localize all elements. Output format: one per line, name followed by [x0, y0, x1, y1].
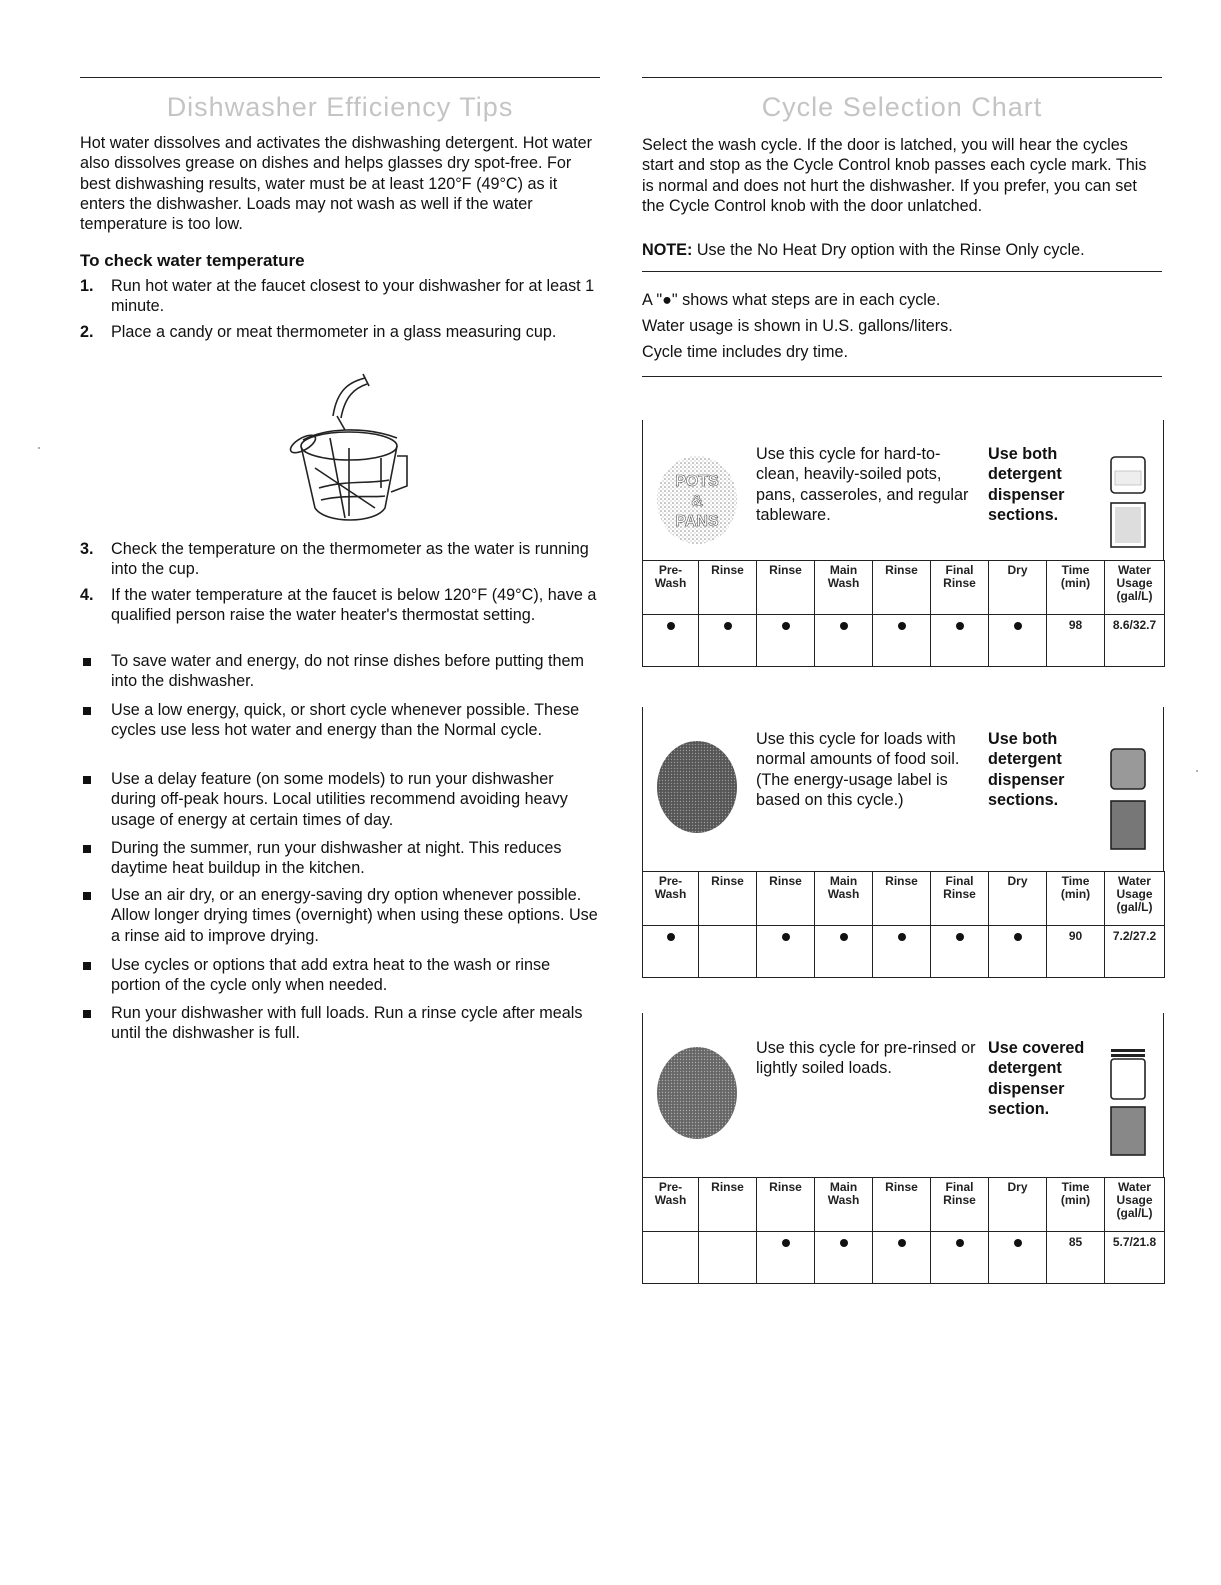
panel-right-border: [1163, 707, 1164, 871]
step-dot-icon: [840, 1239, 848, 1247]
step-text: Place a candy or meat thermometer in a glass measuring cup.: [111, 323, 557, 341]
panel-right-border: [1163, 420, 1164, 560]
detergent-instruction: Use both detergent dispenser sections.: [988, 445, 1065, 524]
bullet-icon: [83, 845, 91, 853]
step-cell: [931, 615, 989, 667]
scan-speck: [38, 447, 40, 449]
step-text: Check the temperature on the thermometer as the water is running into the cup.: [111, 540, 589, 579]
column-header: Dry: [989, 872, 1047, 926]
measuring-cup-thermometer-illustration: [285, 368, 425, 533]
legend-line: Cycle time includes dry time.: [642, 343, 849, 361]
step-dot-icon: [667, 622, 675, 630]
pots-pans-cycle-icon: [652, 450, 742, 550]
tip-text: To save water and energy, do not rinse dishes before putting them into the dishwasher.: [111, 652, 585, 691]
efficiency-tips-title: Dishwasher Efficiency Tips: [166, 92, 514, 122]
tip-text: Use an air dry, or an energy-saving dry option whenever possible. Allow longer drying times (overnight) when using these options. Use a rinse aid to improve drying.: [111, 886, 598, 945]
step-cell: [989, 926, 1047, 978]
tip-text: Use a delay feature (on some models) to run your dishwasher during off-peak hours. Local utilities recommend avoiding heavy usage of energy at certain times of day.: [111, 770, 568, 829]
step-dot-icon: [1014, 933, 1022, 941]
bullet-icon: [83, 892, 91, 900]
step-number: 2.: [80, 323, 94, 341]
panel-left-border: [642, 420, 643, 560]
step-number: 3.: [80, 540, 94, 558]
panel-right-border: [1163, 1013, 1164, 1177]
legend-rule: [642, 376, 1162, 377]
step-dot-icon: [667, 933, 675, 941]
check-temperature-heading: To check water temperature: [80, 251, 305, 270]
column-header: Water Usage (gal/L): [1105, 561, 1165, 615]
step-cell: [757, 615, 815, 667]
step-dot-icon: [1014, 622, 1022, 630]
bullet-icon: [83, 1010, 91, 1018]
step-cell: [699, 926, 757, 978]
water-usage: 5.7/21.8: [1105, 1232, 1165, 1284]
step-cell: [757, 926, 815, 978]
cycle-time: 85: [1047, 1232, 1105, 1284]
column-header: Rinse: [699, 1178, 757, 1232]
tip-text: Run your dishwasher with full loads. Run a rinse cycle after meals until the dishwasher is full.: [111, 1004, 583, 1043]
step-dot-icon: [956, 933, 964, 941]
detergent-instruction: Use both detergent dispenser sections.: [988, 730, 1065, 809]
column-header: Rinse: [873, 872, 931, 926]
svg-text:POTS: POTS: [675, 473, 719, 490]
scan-speck: [1196, 770, 1198, 772]
bullet-icon: [83, 658, 91, 666]
column-header: Time (min): [1047, 561, 1105, 615]
step-dot-icon: [782, 622, 790, 630]
cycle-description: Use this cycle for loads with normal amounts of food soil. (The energy-usage label is based on this cycle.): [756, 730, 960, 809]
cycle-chart-title: Cycle Selection Chart: [761, 92, 1043, 122]
step-number: 4.: [80, 586, 94, 604]
cycle-time: 90: [1047, 926, 1105, 978]
bullet-icon: [83, 707, 91, 715]
step-cell: [699, 1232, 757, 1284]
column-header: Water Usage (gal/L): [1105, 872, 1165, 926]
column-header: Water Usage (gal/L): [1105, 1178, 1165, 1232]
cycle-time: 98: [1047, 615, 1105, 667]
step-dot-icon: [840, 622, 848, 630]
cycle-intro: Select the wash cycle. If the door is latched, you will hear the cycles start and stop as the Cycle Control knob passes each cycle mark. This is normal and does not hurt the dishwasher. If you prefer, you can set the Cycle Control knob with the door unlatched.: [642, 136, 1147, 215]
column-header: Rinse: [757, 872, 815, 926]
normal-cycle-icon: [652, 737, 742, 837]
bullet-icon: [83, 776, 91, 784]
column-header: Final Rinse: [931, 872, 989, 926]
step-dot-icon: [782, 1239, 790, 1247]
step-cell: [815, 926, 873, 978]
step-number: 1.: [80, 277, 94, 295]
column-header: Dry: [989, 561, 1047, 615]
step-cell: [873, 1232, 931, 1284]
step-cell: [873, 926, 931, 978]
step-dot-icon: [956, 1239, 964, 1247]
legend-line: A "●" shows what steps are in each cycle.: [642, 291, 941, 309]
cycle-description: Use this cycle for hard-to-clean, heavily-soiled pots, pans, casseroles, and regular tableware.: [756, 445, 969, 524]
cycle-steps-row: [643, 615, 1165, 667]
note-paragraph: [642, 240, 1162, 260]
tip-text: Use cycles or options that add extra heat to the wash or rinse portion of the cycle only when needed.: [111, 956, 551, 995]
column-header: Rinse: [757, 1178, 815, 1232]
svg-text:&: &: [691, 493, 703, 510]
column-header: Final Rinse: [931, 1178, 989, 1232]
step-cell: [643, 926, 699, 978]
step-dot-icon: [898, 933, 906, 941]
column-header: Pre- Wash: [643, 561, 699, 615]
cycle-description: Use this cycle for pre-rinsed or lightly soiled loads.: [756, 1039, 976, 1078]
bullet-icon: [83, 962, 91, 970]
column-header: Main Wash: [815, 1178, 873, 1232]
top-rule-right: [642, 77, 1162, 78]
step-cell: [643, 1232, 699, 1284]
column-header: Rinse: [873, 561, 931, 615]
column-header: Time (min): [1047, 1178, 1105, 1232]
column-header: Final Rinse: [931, 561, 989, 615]
light-cycle-icon: [652, 1043, 742, 1143]
step-dot-icon: [898, 622, 906, 630]
step-dot-icon: [724, 622, 732, 630]
column-header: Rinse: [873, 1178, 931, 1232]
note-rule: [642, 271, 1162, 272]
efficiency-intro: Hot water dissolves and activates the dishwashing detergent. Hot water also dissolves grease on dishes and helps glasses dry spot-free. For best dishwashing results, water must be at least 120°F (49°C) as it enters the dishwasher. Loads may not wash as well if the water temperature is too low.: [80, 134, 592, 234]
column-header: Pre- Wash: [643, 1178, 699, 1232]
step-dot-icon: [782, 933, 790, 941]
legend-line: Water usage is shown in U.S. gallons/liters.: [642, 317, 953, 335]
svg-text:PANS: PANS: [675, 513, 719, 530]
column-header: Rinse: [699, 872, 757, 926]
column-header: Rinse: [757, 561, 815, 615]
detergent-instruction: Use covered detergent dispenser section.: [988, 1039, 1085, 1118]
note-label: NOTE:: [642, 241, 693, 259]
step-cell: [931, 1232, 989, 1284]
step-dot-icon: [1014, 1239, 1022, 1247]
step-dot-icon: [840, 933, 848, 941]
tip-text: Use a low energy, quick, or short cycle whenever possible. These cycles use less hot water and energy than the Normal cycle.: [111, 701, 580, 740]
tip-text: During the summer, run your dishwasher at night. This reduces daytime heat buildup in the kitchen.: [111, 839, 562, 878]
cycle-steps-row: [643, 1232, 1165, 1284]
water-usage: 8.6/32.7: [1105, 615, 1165, 667]
step-cell: [989, 615, 1047, 667]
column-header: Pre- Wash: [643, 872, 699, 926]
cycle-steps-table: [642, 560, 1165, 667]
step-cell: [757, 1232, 815, 1284]
step-text: If the water temperature at the faucet is below 120°F (49°C), have a qualified person raise the water heater's thermostat setting.: [111, 586, 597, 625]
step-cell: [815, 1232, 873, 1284]
step-cell: [873, 615, 931, 667]
cycle-steps-row: [643, 926, 1165, 978]
top-rule-left: [80, 77, 600, 78]
step-cell: [699, 615, 757, 667]
column-header: Main Wash: [815, 872, 873, 926]
panel-left-border: [642, 707, 643, 871]
step-cell: [931, 926, 989, 978]
step-text: Run hot water at the faucet closest to your dishwasher for at least 1 minute.: [111, 277, 595, 316]
cycle-steps-table: [642, 1177, 1165, 1284]
step-cell: [815, 615, 873, 667]
column-header: Main Wash: [815, 561, 873, 615]
column-header: Time (min): [1047, 872, 1105, 926]
detergent-dispenser-icon: [1108, 1045, 1148, 1161]
water-usage: 7.2/27.2: [1105, 926, 1165, 978]
detergent-dispenser-icon: [1108, 453, 1148, 553]
note-text: Use the No Heat Dry option with the Rinse Only cycle.: [696, 241, 1085, 259]
detergent-dispenser-icon: [1108, 745, 1148, 853]
column-header: Dry: [989, 1178, 1047, 1232]
panel-left-border: [642, 1013, 643, 1177]
step-dot-icon: [956, 622, 964, 630]
step-cell: [989, 1232, 1047, 1284]
step-dot-icon: [898, 1239, 906, 1247]
column-header: Rinse: [699, 561, 757, 615]
step-cell: [643, 615, 699, 667]
cycle-steps-table: [642, 871, 1165, 978]
